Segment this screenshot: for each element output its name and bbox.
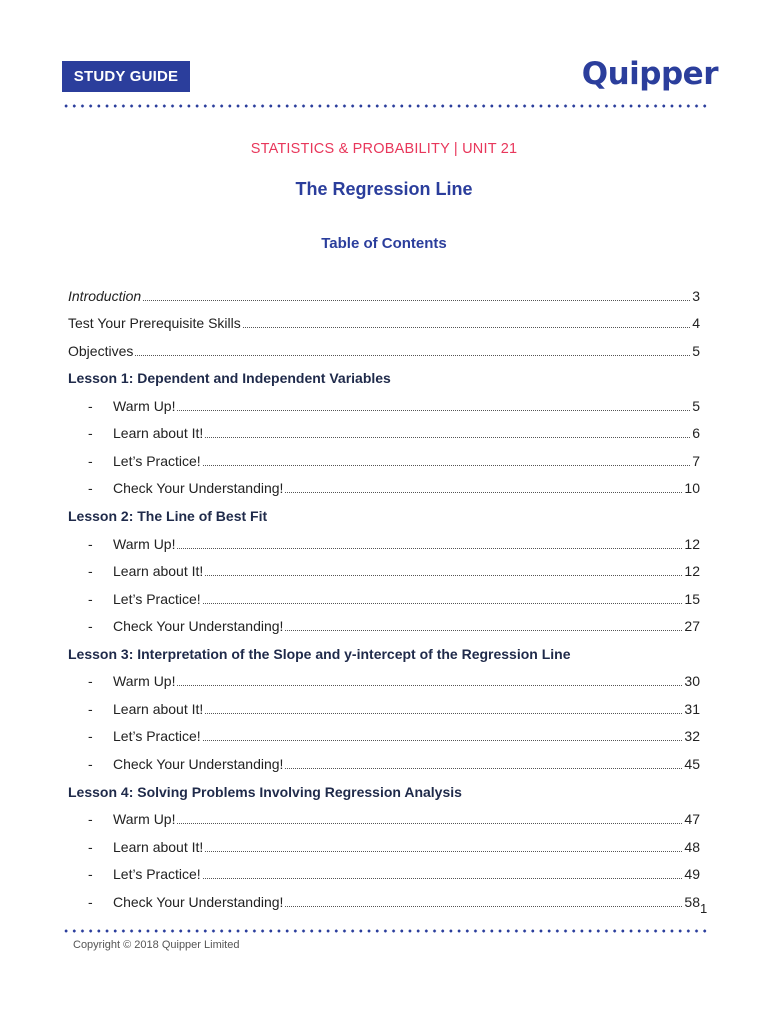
footer-divider [62, 929, 708, 933]
toc-item[interactable] [88, 809, 700, 829]
toc-item[interactable] [88, 616, 700, 636]
toc-entry-label: Introduction [68, 288, 142, 304]
toc-item-page: 31 [684, 701, 700, 717]
dot-leader [205, 713, 682, 714]
dot-leader [177, 823, 682, 824]
lesson-1-heading[interactable]: Lesson 1: Dependent and Independent Variables [68, 370, 391, 386]
toc-item[interactable] [88, 726, 700, 746]
toc-item-label: Check Your Understanding! [113, 894, 284, 910]
page-title: The Regression Line [295, 179, 473, 199]
toc-item[interactable] [88, 699, 700, 719]
bullet-dash: - [88, 839, 93, 855]
toc-item-page: 32 [684, 728, 700, 744]
toc-entry-label: Objectives [68, 343, 134, 359]
dot-leader [177, 548, 682, 549]
toc-item[interactable] [88, 837, 700, 857]
dot-leader [203, 603, 683, 604]
toc-heading: Table of Contents [321, 235, 447, 252]
lesson-2-heading[interactable]: Lesson 2: The Line of Best Fit [68, 508, 268, 524]
copyright-notice: Copyright © 2018 Quipper Limited [73, 939, 240, 951]
toc-entry-objectives[interactable] [68, 341, 700, 361]
toc-item[interactable] [88, 671, 700, 691]
dot-leader [285, 630, 682, 631]
toc-entry-page: 3 [692, 288, 700, 304]
dot-leader [205, 437, 690, 438]
toc-item-page: 7 [692, 453, 700, 469]
bullet-dash: - [88, 811, 93, 827]
dot-leader [285, 492, 682, 493]
study-guide-badge: STUDY GUIDE [62, 61, 190, 92]
toc-item-label: Let’s Practice! [113, 728, 201, 744]
dot-leader [203, 740, 683, 741]
dot-leader [177, 685, 682, 686]
lesson-3-heading[interactable]: Lesson 3: Interpretation of the Slope and y-intercept of the Regression Line [68, 646, 571, 662]
toc-entry-prerequisite-skills[interactable] [68, 313, 700, 333]
toc-item[interactable] [88, 589, 700, 609]
toc-item-page: 49 [684, 866, 700, 882]
toc-item-label: Let’s Practice! [113, 453, 201, 469]
toc-item-label: Check Your Understanding! [113, 618, 284, 634]
toc-item-page: 15 [684, 591, 700, 607]
toc-entry-page: 4 [692, 315, 700, 331]
bullet-dash: - [88, 618, 93, 634]
dot-leader [285, 906, 682, 907]
toc-item-page: 12 [684, 536, 700, 552]
dot-leader [205, 851, 682, 852]
toc-entry-page: 5 [692, 343, 700, 359]
dot-leader [285, 768, 682, 769]
dot-leader [135, 355, 690, 356]
bullet-dash: - [88, 480, 93, 496]
toc-item[interactable] [88, 561, 700, 581]
bullet-dash: - [88, 591, 93, 607]
header-divider [62, 104, 708, 108]
toc-item-label: Learn about It! [113, 701, 204, 717]
lesson-4-heading[interactable]: Lesson 4: Solving Problems Involving Regression Analysis [68, 784, 462, 800]
bullet-dash: - [88, 894, 93, 910]
toc-item-label: Check Your Understanding! [113, 480, 284, 496]
bullet-dash: - [88, 866, 93, 882]
toc-item-page: 27 [684, 618, 700, 634]
toc-item-label: Learn about It! [113, 563, 204, 579]
bullet-dash: - [88, 701, 93, 717]
toc-item-label: Let’s Practice! [113, 591, 201, 607]
dot-leader [203, 878, 683, 879]
toc-item-label: Warm Up! [113, 536, 176, 552]
bullet-dash: - [88, 728, 93, 744]
toc-item-page: 10 [684, 480, 700, 496]
toc-item-page: 6 [692, 425, 700, 441]
bullet-dash: - [88, 536, 93, 552]
toc-item-label: Let’s Practice! [113, 866, 201, 882]
bullet-dash: - [88, 398, 93, 414]
toc-item-label: Learn about It! [113, 425, 204, 441]
bullet-dash: - [88, 425, 93, 441]
dot-leader [177, 410, 690, 411]
toc-item-page: 48 [684, 839, 700, 855]
page-number: 1 [700, 901, 708, 916]
toc-item-label: Learn about It! [113, 839, 204, 855]
toc-item-label: Warm Up! [113, 398, 176, 414]
bullet-dash: - [88, 563, 93, 579]
toc-item[interactable] [88, 754, 700, 774]
toc-item-label: Check Your Understanding! [113, 756, 284, 772]
dot-leader [143, 300, 690, 301]
toc-item-label: Warm Up! [113, 673, 176, 689]
toc-item-page: 12 [684, 563, 700, 579]
toc-entry-label: Test Your Prerequisite Skills [68, 315, 241, 331]
toc-item-page: 58 [684, 894, 700, 910]
bullet-dash: - [88, 756, 93, 772]
dot-leader [203, 465, 691, 466]
toc-item-page: 30 [684, 673, 700, 689]
dot-leader [205, 575, 682, 576]
toc-item[interactable] [88, 534, 700, 554]
bullet-dash: - [88, 673, 93, 689]
subject-line: STATISTICS & PROBABILITY | UNIT 21 [250, 141, 518, 157]
toc-item-page: 45 [684, 756, 700, 772]
toc-item[interactable] [88, 423, 700, 443]
toc-item[interactable] [88, 451, 700, 471]
toc-item-page: 5 [692, 398, 700, 414]
quipper-logo: Quipper [581, 56, 718, 92]
toc-item[interactable] [88, 892, 700, 912]
bullet-dash: - [88, 453, 93, 469]
toc-item[interactable] [88, 478, 700, 498]
dot-leader [243, 327, 690, 328]
toc-item-page: 47 [684, 811, 700, 827]
toc-entry-introduction[interactable] [68, 286, 700, 306]
toc-item[interactable] [88, 864, 700, 884]
toc-item-label: Warm Up! [113, 811, 176, 827]
toc-item[interactable] [88, 396, 700, 416]
